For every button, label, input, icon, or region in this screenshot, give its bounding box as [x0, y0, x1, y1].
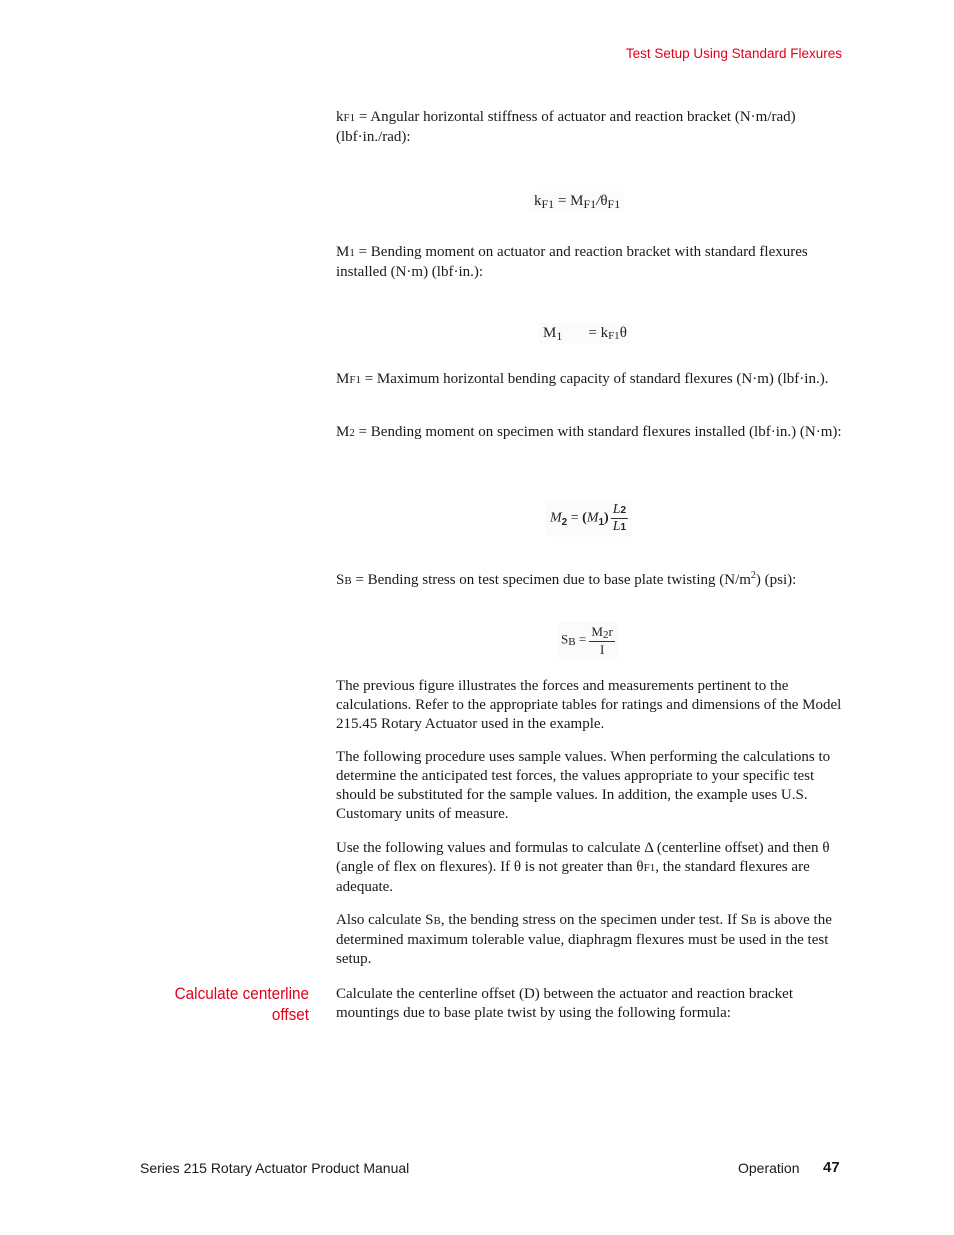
def-kf1-symbol: k [336, 109, 344, 125]
footer-section: Operation [738, 1160, 800, 1176]
paragraph-formulas: Use the following values and formulas to calculate Δ (centerline offset) and then θ (angle of flex on flexures). If θ is not greater than θF1, the standard flexures are adequate. [336, 840, 830, 895]
def-mf1-text: = Maximum horizontal bending capacity of standard flexures (N·m) (lbf·in.). [360, 371, 829, 387]
def-mf1-symbol: M [336, 371, 350, 387]
side-heading-calculate-centerline-offset: Calculate centerline offset [174, 984, 309, 1024]
equation-m2: $M_2 = (M_1)$ $\frac{L2}{L1}$ [546, 500, 632, 537]
def-sb [336, 566, 842, 591]
def-mf1-sub: F1 [349, 374, 361, 386]
paragraph-bending-stress: Also calculate SB, the bending stress on the specimen under test. If SB is above the determined maximum tolerable value, diaphragm flexures must be used in the test setup. [336, 912, 832, 967]
def-sb-symbol: S [336, 572, 345, 588]
def-m2-symbol: M [336, 424, 350, 440]
def-sb-sub: B [344, 575, 352, 587]
def-m1-text: = Bending moment on actuator and reaction bracket with standard flexures installed (N·m) (lbf·in.): [336, 244, 808, 280]
def-kf1 [336, 108, 842, 147]
def-m1-symbol: M [336, 244, 350, 260]
paragraph-procedure: The following procedure uses sample values. When performing the calculations to determine the anticipated test forces, the values appropriate to your specific test should be substituted for the sample values. In addition, the example uses U.S. Customary units of measure. [336, 749, 831, 822]
def-m2 [336, 423, 842, 443]
def-m1 [336, 243, 842, 282]
def-kf1-sub: F1 [343, 112, 356, 124]
equation-sb: SB = $\frac{M2r}{I}$ [557, 622, 619, 659]
def-m2-text: = Bending moment on specimen with standard flexures installed (lbf·in.) (N·m): [354, 424, 842, 440]
def-m1-sub: 1 [349, 247, 355, 259]
def-sb-sup: 2 [750, 570, 756, 581]
delta-symbol: Δ [644, 840, 654, 856]
def-mf1 [336, 370, 842, 390]
def-sb-text-b: ) (psi): [755, 572, 797, 588]
paragraph-previous-figure: The previous figure illustrates the forces and measurements pertinent to the calculations. Refer to the appropriate tables for ratings and dimensions of the Model 215.45 Rotary Actuator used in the example. [336, 678, 842, 732]
running-head-title: Test Setup Using Standard Flexures [625, 46, 842, 61]
footer-manual-title: Series 215 Rotary Actuator Product Manual [140, 1160, 410, 1176]
footer-page-number: 47 [823, 1159, 840, 1176]
equation-kf1: $k_{F1} = M_{F1}/\theta_{F1}$ [530, 191, 624, 212]
def-sb-text-a: = Bending stress on test specimen due to base plate twisting (N/m [351, 572, 751, 588]
def-m2-sub: 2 [349, 427, 355, 439]
paragraph-centerline-offset: Calculate the centerline offset (D) between the actuator and reaction bracket mountings due to base plate twist by using the following formula: [336, 986, 793, 1021]
equation-m1: $M_1 = kF1\theta$ [539, 323, 631, 344]
def-kf1-text: = Angular horizontal stiffness of actuator and reaction bracket (N·m/rad) (lbf·in./rad): [336, 109, 796, 145]
